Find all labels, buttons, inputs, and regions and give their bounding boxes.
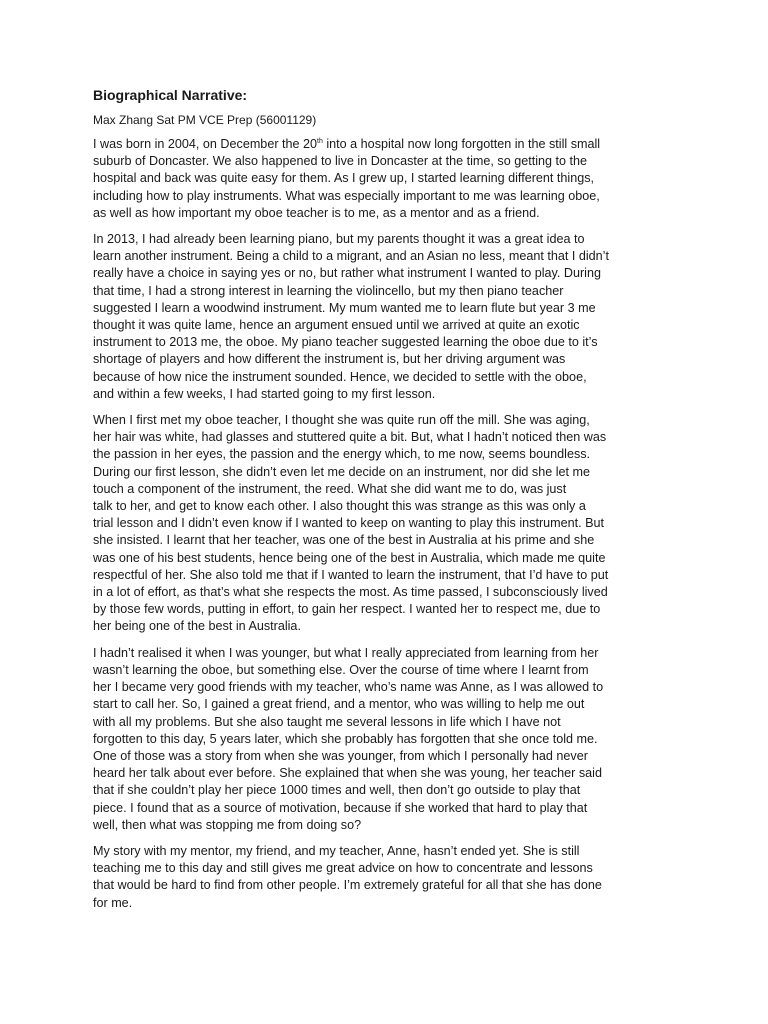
text-line: suggested I learn a woodwind instrument. My mum wanted me to learn flute but year 3 me xyxy=(93,300,596,315)
text-line: learn another instrument. Being a child to a migrant, and an Asian no less, meant that I didn’t xyxy=(93,249,609,264)
text-line: trial lesson and I didn’t even know if I wanted to keep on wanting to play this instrument. But xyxy=(93,516,605,531)
text-line: her I became very good friends with my teacher, who’s name was Anne, as I was allowed to xyxy=(93,680,604,695)
text-line: One of those was a story from when she was younger, from which I personally had never xyxy=(93,748,588,763)
text-line: respectful of her. She also told me that if I wanted to learn the instrument, that I’d have to put xyxy=(93,567,609,582)
text-line: that time, I had a strong interest in learning the violincello, but my then piano teacher xyxy=(93,283,564,298)
paragraph-1 xyxy=(93,136,683,222)
text-line: her being one of the best in Australia. xyxy=(93,619,301,634)
text-line: by those few words, putting in effort, to gain her respect. I wanted her to respect me, due to xyxy=(93,602,601,617)
text-run: into a hospital now long forgotten in the still small xyxy=(322,137,601,151)
superscript: th xyxy=(317,138,323,145)
text-line: because of how nice the instrument sounded. Hence, we decided to settle with the oboe, xyxy=(93,369,587,384)
text-line: and within a few weeks, I had started going to my first lesson. xyxy=(93,386,436,401)
text-line: as well as how important my oboe teacher is to me, as a mentor and as a friend. xyxy=(93,205,540,220)
document-page xyxy=(93,86,683,921)
text-line: for me. xyxy=(93,895,133,910)
text-line xyxy=(93,136,683,153)
text-line: thought it was quite lame, hence an argument ensued until we arrived at quite an exotic xyxy=(93,318,580,333)
text-line: the passion in her eyes, the passion and the energy which, to me now, seems boundless. xyxy=(93,447,591,462)
text-line: shortage of players and how different the instrument is, but her driving argument was xyxy=(93,352,566,367)
text-line: I hadn’t realised it when I was younger, but what I really appreciated from learning from her xyxy=(93,645,599,660)
text-line: When I first met my oboe teacher, I thought she was quite run off the mill. She was aging, xyxy=(93,413,590,428)
author-line: Max Zhang Sat PM VCE Prep (56001129) xyxy=(93,113,317,127)
text-line: In 2013, I had already been learning piano, but my parents thought it was a great idea to xyxy=(93,232,585,247)
text-line: forgotten to this day, 5 years later, which she probably has forgotten that she once told me. xyxy=(93,731,598,746)
text-line: start to call her. So, I gained a great friend, and a mentor, who was willing to help me out xyxy=(93,697,585,712)
text-line: in a lot of effort, as that’s what she respects the most. As time passed, I subconsciously lived xyxy=(93,585,608,600)
text-line: wasn’t learning the oboe, but something else. Over the course of time where I learnt from xyxy=(93,662,589,677)
text-line: instrument to 2013 me, the oboe. My piano teacher suggested learning the oboe due to it’s xyxy=(93,335,598,350)
document-title: Biographical Narrative: xyxy=(93,87,248,103)
text-line: heard her talk about ever before. She explained that when she was young, her teacher said xyxy=(93,766,602,781)
text-line: she insisted. I learnt that her teacher, was one of the best in Australia at his prime and she xyxy=(93,533,595,548)
text-line: with all my problems. But she also taught me several lessons in life which I have not xyxy=(93,714,561,729)
text-line: really have a choice in saying yes or no, but rather what instrument I wanted to play. During xyxy=(93,266,601,281)
text-line: that if she couldn’t play her piece 1000 times and well, then don’t go outside to play that xyxy=(93,783,581,798)
paragraph-4 xyxy=(93,645,683,834)
text-line: teaching me to this day and still gives me great advice on how to concentrate and lessons xyxy=(93,861,593,876)
text-line: suburb of Doncaster. We also happened to live in Doncaster at the time, so getting to the xyxy=(93,154,588,169)
text-line: her hair was white, had glasses and stuttered quite a bit. But, what I hadn’t noticed then was xyxy=(93,430,607,445)
paragraph-2 xyxy=(93,231,683,403)
paragraph-5 xyxy=(93,843,683,912)
text-line: hospital and back was quite easy for them. As I grew up, I started learning different things, xyxy=(93,171,595,186)
text-line: including how to play instruments. What was especially important to me was learning oboe, xyxy=(93,188,600,203)
text-line: talk to her, and get to know each other. I also thought this was strange as this was only a xyxy=(93,499,586,514)
text-run: I was born in 2004, on December the 20 xyxy=(93,137,318,151)
paragraph-3 xyxy=(93,412,683,636)
text-line: that would be hard to find from other people. I’m extremely grateful for all that she has done xyxy=(93,878,602,893)
text-line: piece. I found that as a source of motivation, because if she worked that hard to play that xyxy=(93,800,588,815)
text-line: well, then what was stopping me from doing so? xyxy=(93,817,362,832)
text-line: touch a component of the instrument, the reed. What she did want me to do, was just xyxy=(93,481,567,496)
text-line: During our first lesson, she didn’t even let me decide on an instrument, nor did she let me xyxy=(93,464,591,479)
text-line: My story with my mentor, my friend, and my teacher, Anne, hasn’t ended yet. She is still xyxy=(93,843,580,858)
text-line: was one of his best students, hence being one of the best in Australia, which made me quite xyxy=(93,550,606,565)
